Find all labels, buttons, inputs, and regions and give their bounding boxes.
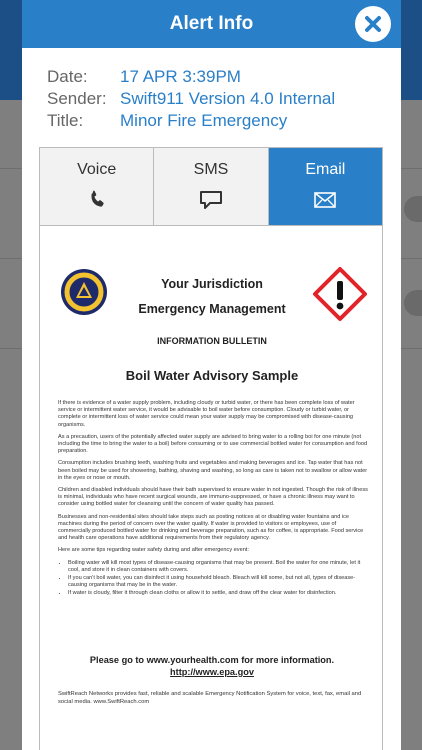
alert-info-modal bbox=[22, 0, 401, 750]
modal-title: Alert Info bbox=[169, 13, 254, 34]
title-value: Minor Fire Emergency bbox=[120, 111, 288, 130]
date-label: Date: bbox=[47, 67, 88, 86]
tab-email-label: Email bbox=[305, 161, 346, 178]
chat-bubble-icon bbox=[199, 188, 223, 212]
footer-text: SwiftReach Networks provides fast, reliable and scalable Emergency Notification System for voice, text, fax, email and social media. www.SwiftReach.com bbox=[58, 691, 362, 705]
org-line-2: Emergency Management bbox=[138, 302, 286, 316]
tips-list bbox=[68, 560, 369, 598]
tip-item: • Boiling water will kill most types of disease-causing organisms that may be present. Boil the water for one minute, let it cool, and store it in clean containers with covers. bbox=[68, 560, 369, 574]
org-line-1: Your Jurisdiction bbox=[161, 277, 263, 291]
tab-sms[interactable] bbox=[154, 148, 268, 225]
tab-voice-label: Voice bbox=[77, 161, 117, 178]
body-paragraph: As a precaution, users of the potentially affected water supply are advised to bring water to a rolling boi for one minute (not including the time to bring the water to a boil) before consuming or to use commercial bottled water for consumption and food preparation. bbox=[58, 433, 368, 455]
more-info-text: Please go to www.yourhealth.com for more information. bbox=[89, 655, 335, 665]
modal-header bbox=[22, 0, 401, 48]
channel-tabs bbox=[39, 147, 383, 226]
phone-icon bbox=[86, 188, 108, 212]
close-icon bbox=[363, 14, 383, 34]
alert-meta bbox=[47, 66, 335, 132]
tab-email[interactable] bbox=[269, 148, 382, 225]
sender-label: Sender: bbox=[47, 89, 107, 108]
epa-link[interactable]: http://www.epa.gov bbox=[170, 667, 254, 677]
body-paragraph: Children and disabled individuals should have their bath supervised to ensure water in not ingested. Though the risk of illness is minimal, individuals who have recent surgical wounds, are immuno-suppressed, or have a chronic illness may want to consider using bottled water for cleansing until the concern of water quality has passed. bbox=[58, 487, 368, 508]
email-content bbox=[39, 226, 383, 750]
document-body bbox=[58, 400, 369, 604]
bulletin-heading: INFORMATION BULLETIN bbox=[157, 336, 267, 346]
body-paragraph: Businesses and non-residential sites should take steps such as posting notices at or disabling water fountains and ice machines during the period of concern over the water quality. If water is provided to visitors or employees, use of commercially produced bottled water for drinking and beverage preparation, such as for coffee, is appropriate. Food service and health care operations have additional requirements from their regulatory agency. bbox=[58, 513, 364, 542]
date-value: 17 APR 3:39PM bbox=[120, 67, 241, 86]
envelope-icon bbox=[313, 188, 337, 212]
document-title: Boil Water Advisory Sample bbox=[125, 368, 299, 383]
tip-item: • If water is cloudy, filter it through clean cloths or allow it to settle, and draw off the clear water for disinfection. bbox=[68, 590, 369, 597]
title-label: Title: bbox=[47, 111, 84, 130]
sender-value: Swift911 Version 4.0 Internal bbox=[120, 89, 336, 108]
body-paragraph: If there is evidence of a water supply problem, including cloudy or turbid water, or there has been complete loss of water service or intermittent water service, it would be advisable to boil water before consumption. Cloudy or turbid water, or complete or intermittent loss of water service could mean your water supply may be compromised with disease-causing organisms. bbox=[58, 400, 355, 428]
body-paragraph: Here are some tips regarding water safety during and after emergency event: bbox=[58, 547, 249, 554]
title-row bbox=[47, 110, 335, 132]
body-paragraph: Consumption includes brushing teeth, washing fruits and vegetables and making beverages and ice. Tap water that has not been boiled may be used for showering, bathing, shaving and washing, so long as care is taken not to swallow or allow water in the eyes or nose or mouth. bbox=[58, 460, 368, 481]
date-row bbox=[47, 66, 335, 88]
tab-sms-label: SMS bbox=[193, 161, 229, 178]
hazard-warning-icon bbox=[312, 266, 368, 322]
close-button[interactable] bbox=[355, 6, 391, 42]
tip-item: • If you can't boil water, you can disinfect it using household bleach. Bleach will kill some, but not all, types of disease-causing organisms that may be in the water. bbox=[68, 575, 369, 589]
sender-row bbox=[47, 88, 335, 110]
tab-voice[interactable] bbox=[40, 148, 154, 225]
more-info-callout bbox=[84, 654, 340, 678]
